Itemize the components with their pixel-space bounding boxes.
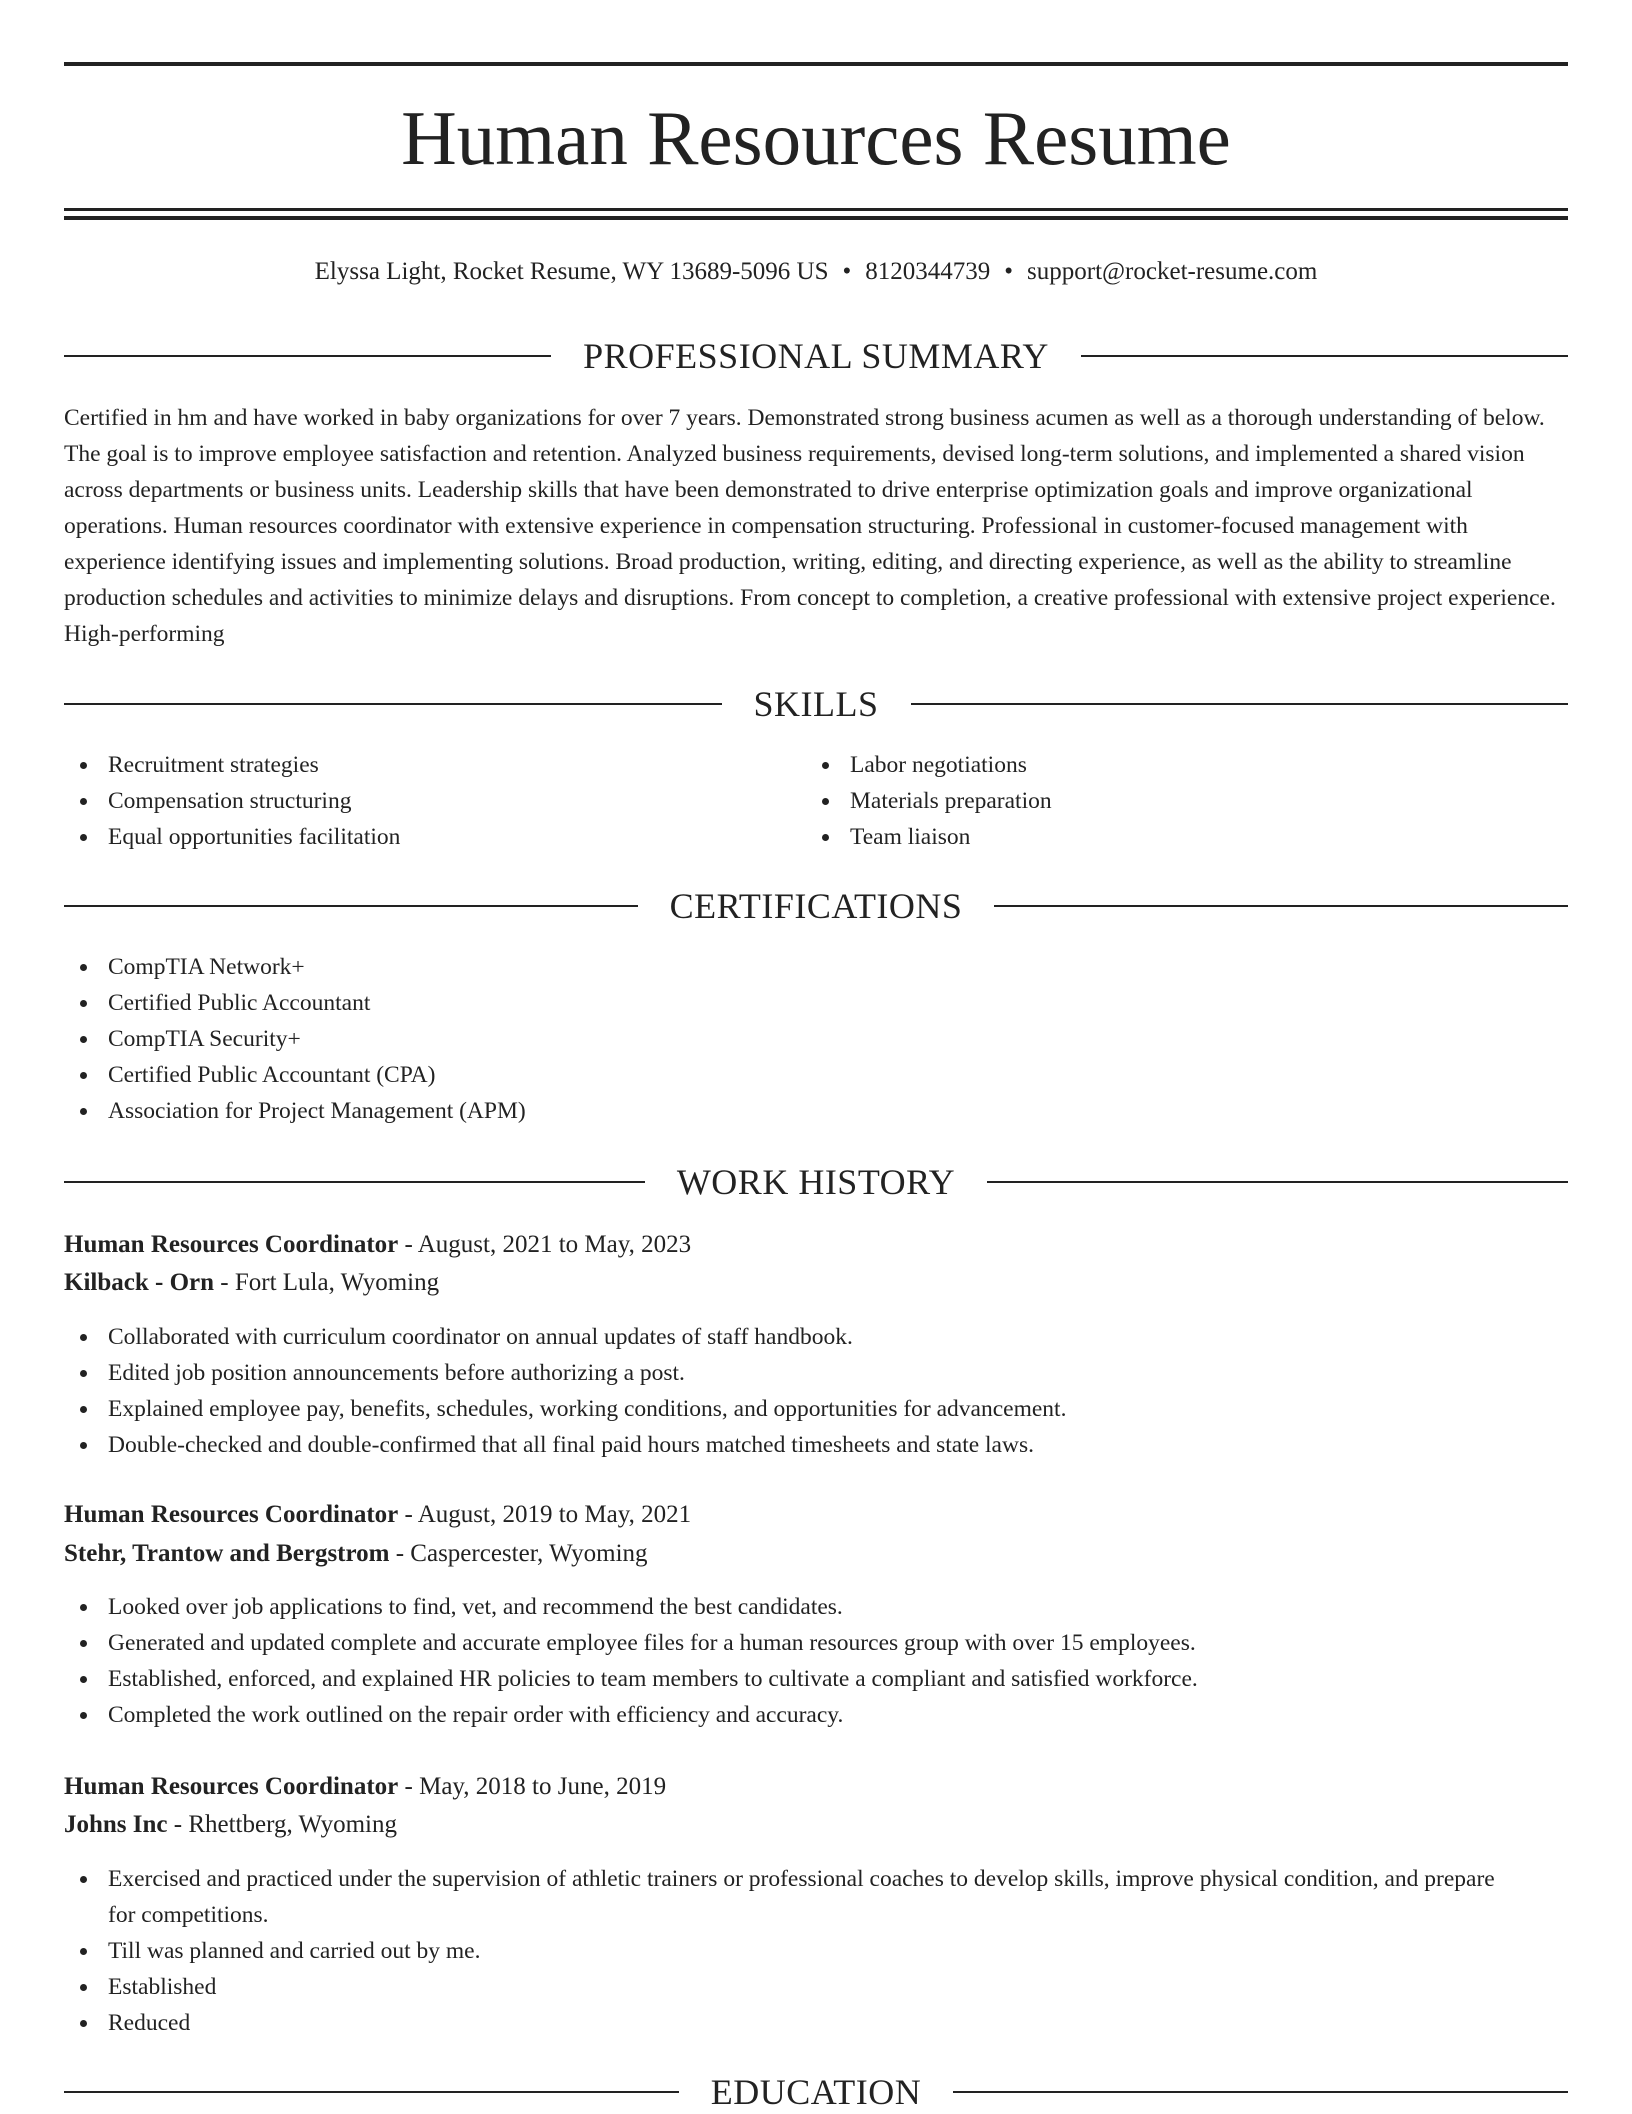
certification-item: Association for Project Management (APM)	[64, 1093, 1568, 1129]
section-heading-work-history	[64, 1160, 1568, 1204]
job-company: Stehr, Trantow and Bergstrom	[64, 1540, 390, 1567]
section-title: PROFESSIONAL SUMMARY	[583, 336, 1049, 376]
job-title-line	[64, 1226, 1568, 1264]
section-title: CERTIFICATIONS	[669, 886, 963, 926]
skill-item: Labor negotiations	[806, 747, 1546, 783]
section-heading-certifications	[64, 884, 1568, 928]
job-bullet: Established	[64, 1969, 1524, 2005]
certification-item: CompTIA Security+	[64, 1021, 1568, 1057]
certification-item: Certified Public Accountant	[64, 985, 1568, 1021]
section-title: WORK HISTORY	[676, 1162, 956, 1202]
heading-rule-right	[994, 905, 1568, 907]
job-company: Johns Inc	[64, 1811, 168, 1838]
skill-item: Team liaison	[806, 819, 1546, 855]
heading-rule-right	[911, 703, 1569, 705]
skills-list-left	[64, 747, 804, 855]
heading-rule-right	[1081, 355, 1568, 357]
section-title: SKILLS	[753, 684, 879, 724]
job-location: - Caspercester, Wyoming	[389, 1540, 648, 1567]
title-rule-lower	[64, 216, 1568, 220]
job-company-line	[64, 1264, 1568, 1302]
title-rule-upper	[64, 208, 1568, 211]
job-dates: - May, 2018 to June, 2019	[398, 1773, 667, 1800]
contact-phone: 8120344739	[865, 258, 991, 285]
contact-separator: •	[842, 258, 852, 285]
skill-item: Materials preparation	[806, 783, 1546, 819]
job-bullet: Till was planned and carried out by me.	[64, 1933, 1524, 1969]
job-bullet: Established, enforced, and explained HR policies to team members to cultivate a compliant and satisfied workforce.	[64, 1661, 1568, 1697]
contact-separator: •	[1004, 258, 1014, 285]
skill-item: Compensation structuring	[64, 783, 804, 819]
heading-rule-left	[64, 1181, 645, 1183]
top-rule	[64, 62, 1568, 66]
summary-text: Certified in hm and have worked in baby organizations for over 7 years. Demonstrated strong business acumen as well as a thorough understanding of below. The goal is to improve employee satisfaction and retention. Analyzed business requirements, devised long-term solutions, and implemented a shared vision across departments or business units. Leadership skills that have been demonstrated to drive enterprise optimization goals and improve organizational operations. Human resources coordinator with extensive experience in compensation structuring. Professional in customer-focused management with experience identifying issues and implementing solutions. Broad production, writing, editing, and directing experience, as well as the ability to streamline production schedules and activities to minimize delays and disruptions. From concept to completion, a creative professional with extensive project experience. High-performing	[64, 405, 1556, 647]
heading-rule-left	[64, 905, 638, 907]
job-location: - Rhettberg, Wyoming	[167, 1811, 398, 1838]
job-bullets	[64, 1319, 1568, 1463]
job-bullets	[64, 1861, 1524, 2041]
heading-rule-left	[64, 2091, 679, 2093]
job-title: Human Resources Coordinator	[64, 1773, 399, 1800]
job-dates: - August, 2019 to May, 2021	[398, 1501, 692, 1528]
job-bullet: Explained employee pay, benefits, schedules, working conditions, and opportunities for advancement.	[64, 1391, 1568, 1427]
job-bullets	[64, 1589, 1568, 1733]
skill-item: Equal opportunities facilitation	[64, 819, 804, 855]
section-title: EDUCATION	[710, 2072, 922, 2112]
resume-title: Human Resources Resume	[401, 95, 1231, 181]
job-bullet: Edited job position announcements before authorizing a post.	[64, 1355, 1568, 1391]
job-title-line	[64, 1496, 1568, 1534]
job-title-line	[64, 1768, 1568, 1806]
job-bullet: Exercised and practiced under the supervision of athletic trainers or professional coaches to develop skills, improve physical condition, and prepare for competitions.	[64, 1861, 1524, 1933]
certification-item: CompTIA Network+	[64, 949, 1568, 985]
skills-list-right	[806, 747, 1546, 855]
skill-item: Recruitment strategies	[64, 747, 804, 783]
section-heading-education	[64, 2070, 1568, 2114]
heading-rule-left	[64, 355, 551, 357]
job-company-line	[64, 1535, 1568, 1573]
contact-address: Elyssa Light, Rocket Resume, WY 13689-5096 US	[314, 258, 829, 285]
job-dates: - August, 2021 to May, 2023	[398, 1231, 692, 1258]
job-location: - Fort Lula, Wyoming	[214, 1269, 440, 1296]
heading-rule-right	[987, 1181, 1568, 1183]
job-bullet: Generated and updated complete and accurate employee files for a human resources group with over 15 employees.	[64, 1625, 1568, 1661]
job-title: Human Resources Coordinator	[64, 1501, 399, 1528]
heading-rule-left	[64, 703, 722, 705]
job-bullet: Reduced	[64, 2005, 1524, 2041]
contact-email: support@rocket-resume.com	[1027, 258, 1318, 285]
contact-line	[64, 254, 1568, 290]
section-heading-skills	[64, 682, 1568, 726]
heading-rule-right	[953, 2091, 1568, 2093]
job-bullet: Double-checked and double-confirmed that all final paid hours matched timesheets and state laws.	[64, 1427, 1568, 1463]
job-bullet: Looked over job applications to find, vet, and recommend the best candidates.	[64, 1589, 1568, 1625]
certifications-list	[64, 949, 1568, 1129]
job-company: Kilback - Orn	[64, 1269, 215, 1296]
job-company-line	[64, 1806, 1568, 1844]
job-title: Human Resources Coordinator	[64, 1231, 399, 1258]
job-bullet: Collaborated with curriculum coordinator on annual updates of staff handbook.	[64, 1319, 1568, 1355]
section-heading-summary	[64, 334, 1568, 378]
certification-item: Certified Public Accountant (CPA)	[64, 1057, 1568, 1093]
job-bullet: Completed the work outlined on the repair order with efficiency and accuracy.	[64, 1697, 1568, 1733]
